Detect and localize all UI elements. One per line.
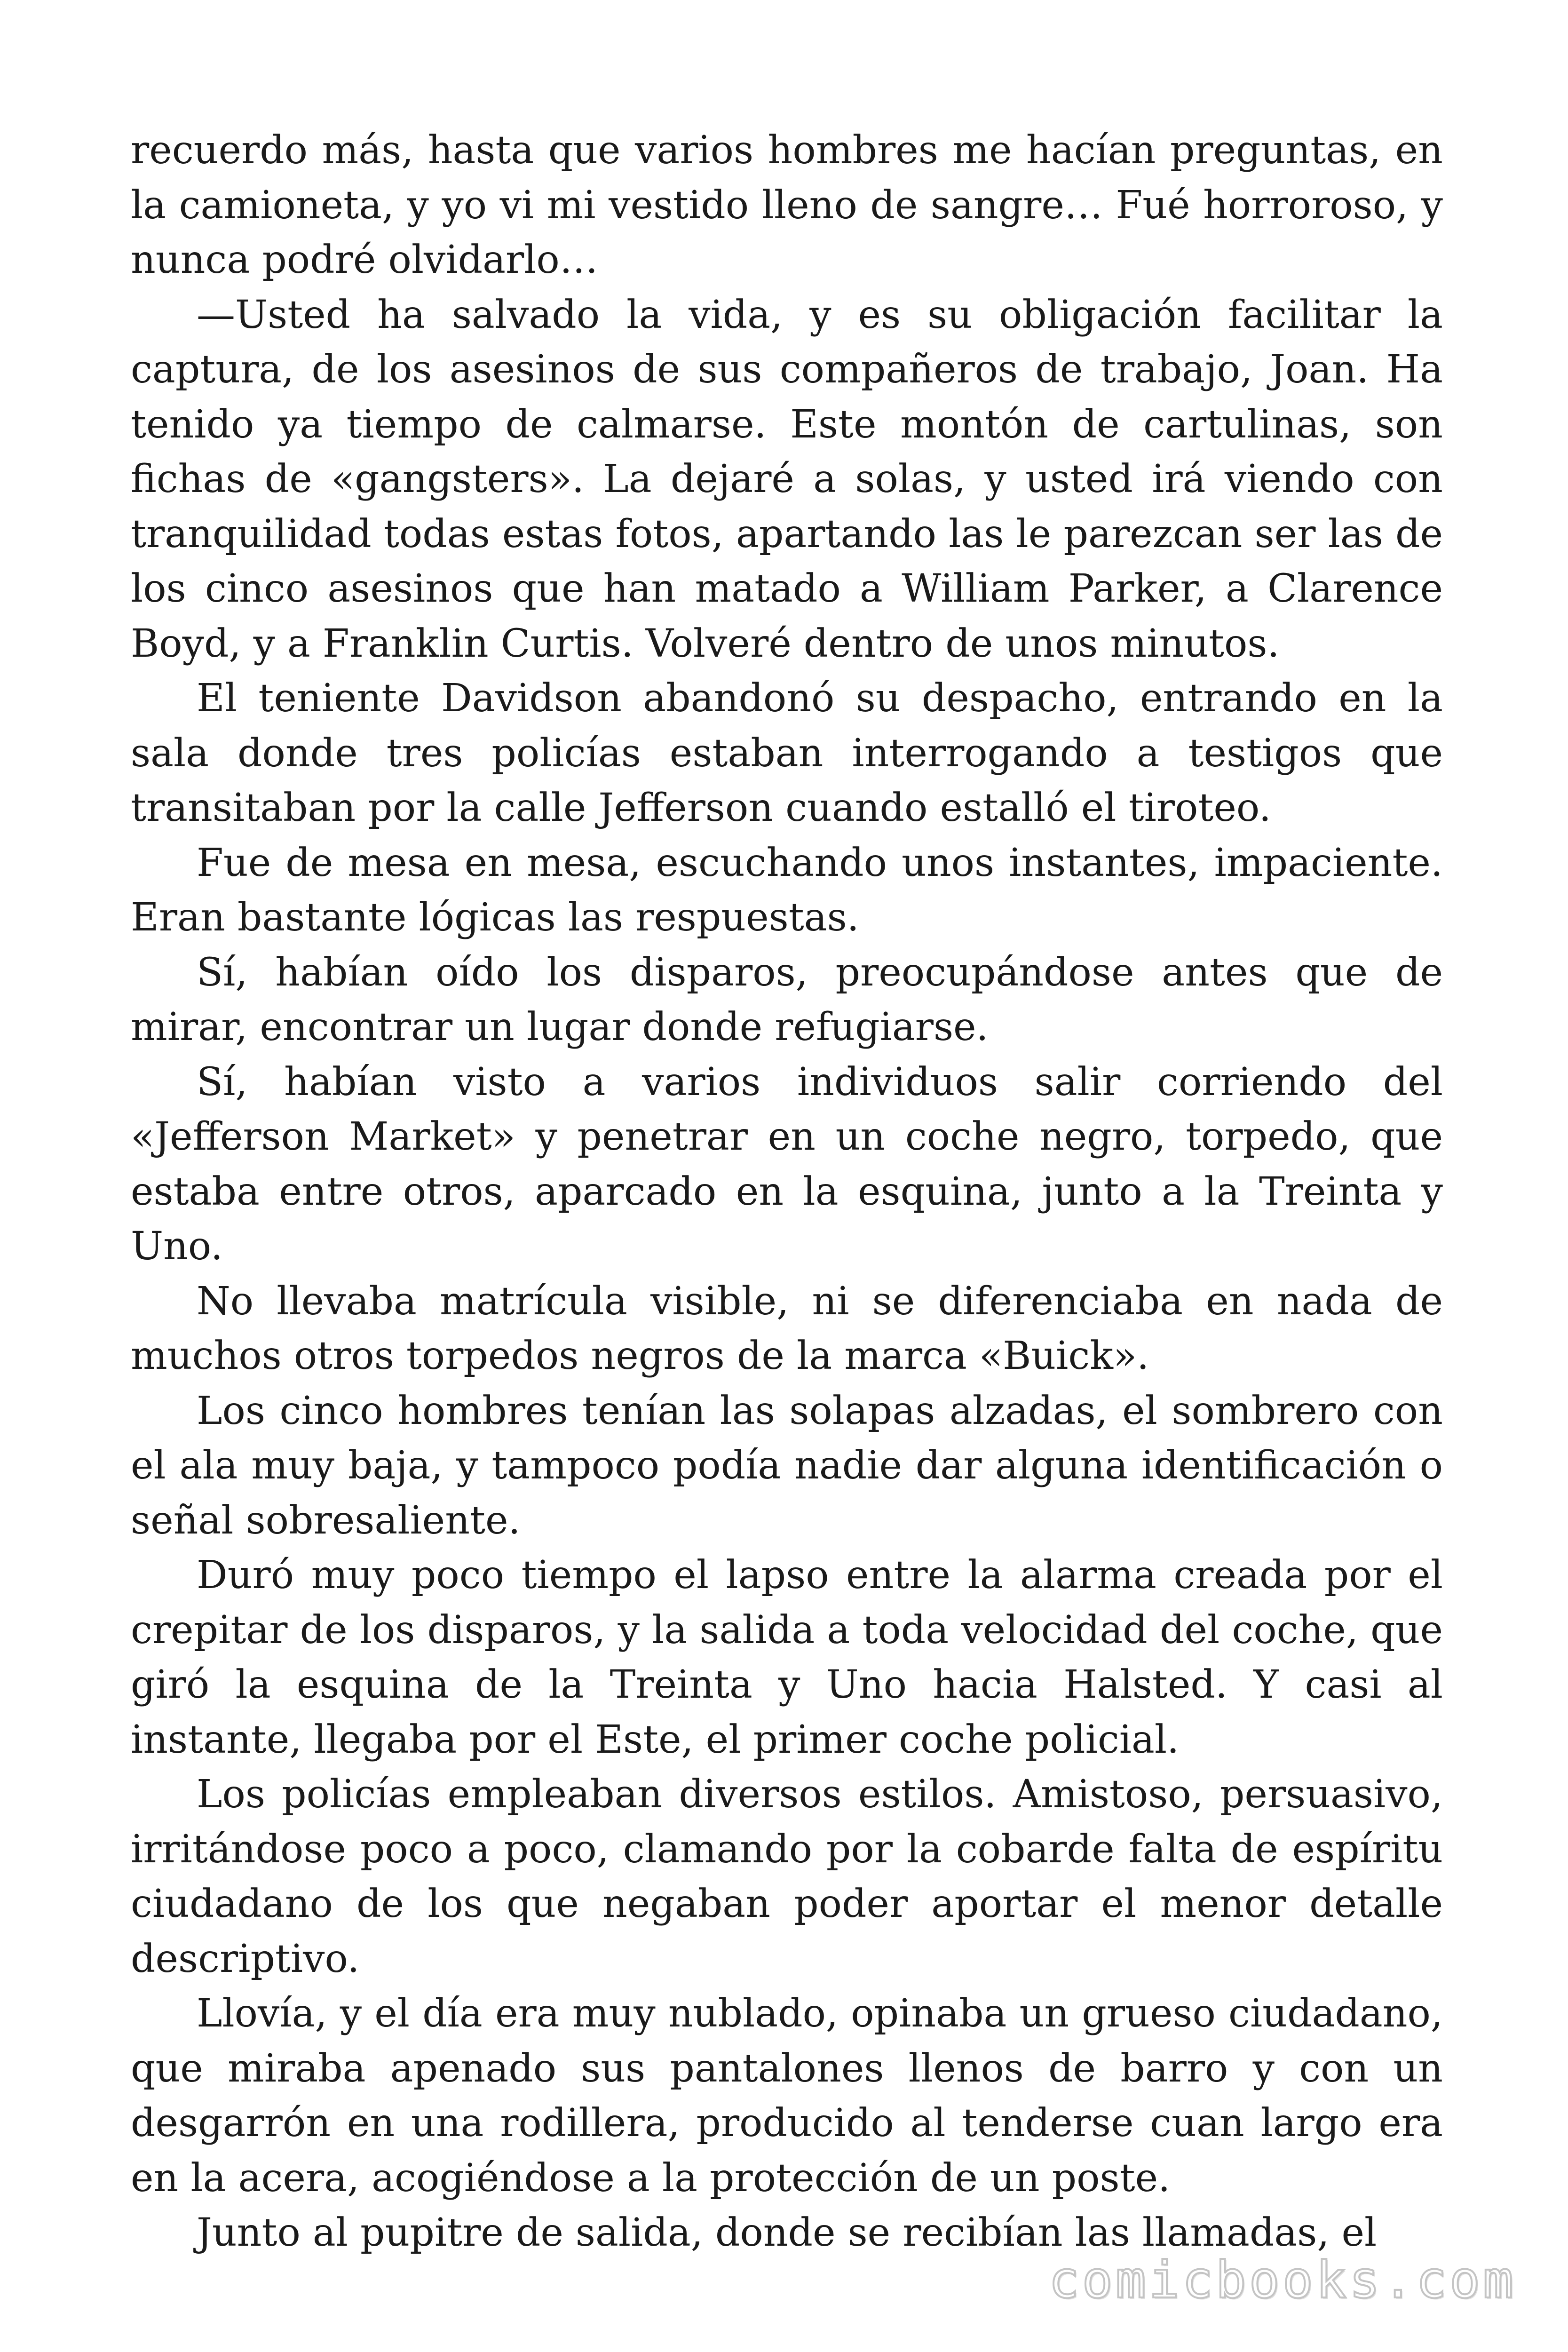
paragraph-4: Fue de mesa en mesa, escuchando unos instantes, impaciente. Eran bastante lógicas las respuestas. xyxy=(131,840,1443,940)
paragraph-8: Los cinco hombres tenían las solapas alzadas, el sombrero con el ala muy baja, y tampoco podía nadie dar alguna identificación o señal sobresaliente. xyxy=(131,1388,1443,1543)
paragraph-7: No llevaba matrícula visible, ni se diferenciaba en nada de muchos otros torpedos negros de la marca «Buick». xyxy=(131,1279,1443,1378)
paragraph-6: Sí, habían visto a varios individuos salir corriendo del «Jefferson Market» y penetrar en un coche negro, torpedo, que estaba entre otros, aparcado en la esquina, junto a la Treinta y Uno. xyxy=(131,1059,1443,1269)
paragraph-3: El teniente Davidson abandonó su despacho, entrando en la sala donde tres policías estaban interrogando a testigos que transitaban por la calle Jefferson cuando estalló el tiroteo. xyxy=(131,676,1443,830)
watermark: comicbooks.com xyxy=(1048,2251,1516,2310)
paragraph-2: —Usted ha salvado la vida, y es su obligación facilitar la captura, de los asesinos de sus compañeros de trabajo, Joan. Ha tenido ya tiempo de calmarse. Este montón de cartulinas, son fichas de «gangsters». La dejaré a solas, y usted irá viendo con tranquilidad todas estas fotos, apartando las le parezcan ser las de los cinco asesinos que han matado a William Parker, a Clarence Boyd, y a Franklin Curtis. Volveré dentro de unos minutos. xyxy=(131,292,1443,666)
paragraph-10: Los policías empleaban diversos estilos. Amistoso, persuasivo, irritándose poco a poco, clamando por la cobarde falta de espíritu ciudadano de los que negaban poder aportar el menor detalle descriptivo. xyxy=(131,1772,1443,1981)
paragraph-9: Duró muy poco tiempo el lapso entre la alarma creada por el crepitar de los disparos, y la salida a toda velocidad del coche, que giró la esquina de la Treinta y Uno hacia Halsted. Y casi al instante, llegaba por el Este, el primer coche policial. xyxy=(131,1553,1443,1762)
paragraph-12: Junto al pupitre de salida, donde se recibían las llamadas, el xyxy=(197,2210,1377,2255)
paragraph-11: Llovía, y el día era muy nublado, opinaba un grueso ciudadano, que miraba apenado sus pantalones llenos de barro y con un desgarrón en una rodillera, producido al tenderse cuan largo era en la acera, acogiéndose a la protección de un poste. xyxy=(131,1991,1443,2201)
page-body xyxy=(131,123,1443,2261)
paragraph-1: recuerdo más, hasta que varios hombres me hacían preguntas, en la camioneta, y yo vi mi vestido lleno de sangre… Fué horroroso, y nunca podré olvidarlo… xyxy=(131,128,1443,282)
paragraph-5: Sí, habían oído los disparos, preocupándose antes que de mirar, encontrar un lugar donde refugiarse. xyxy=(131,950,1443,1049)
